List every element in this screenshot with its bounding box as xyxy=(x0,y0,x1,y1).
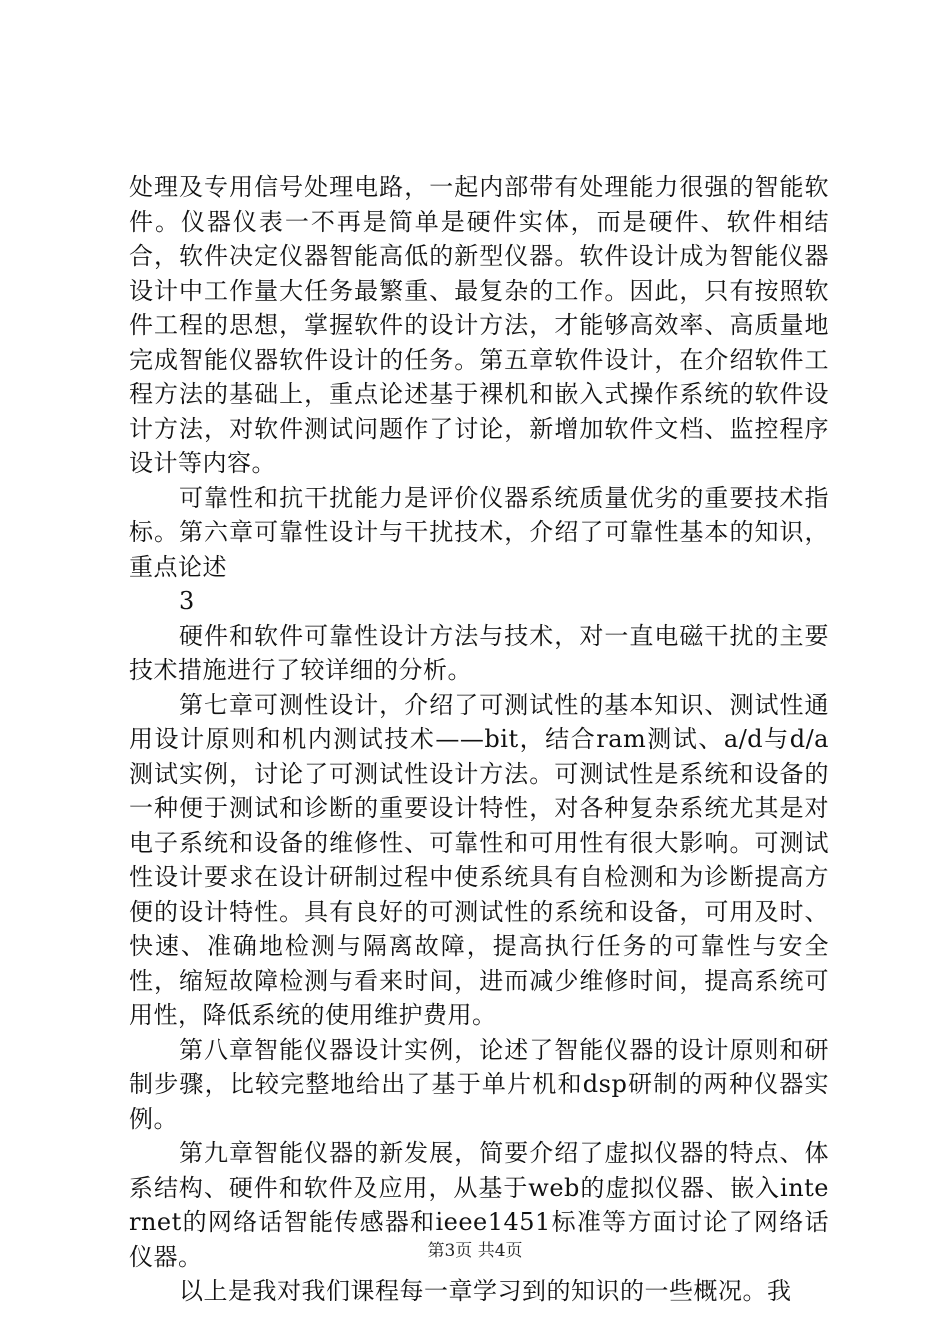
paragraph-chapter-8: 第八章智能仪器设计实例，论述了智能仪器的设计原则和研制步骤，比较完整地给出了基于单片机和dsp研制的两种仪器实例。 xyxy=(129,1035,829,1133)
paragraph-chapter-7: 第七章可测性设计，介绍了可测试性的基本知识、测试性通用设计原则和机内测试技术——bit，结合ram测试、a/d与d/a测试实例，讨论了可测试性设计方法。可测试性是系统和设备的一种便于测试和诊断的重要设计特性，对各种复杂系统尤其是对电子系统和设备的维修性、可靠性和可用性有很大影响。可测试性设计要求在设计研制过程中使系统具有自检测和为诊断提高方便的设计特性。具有良好的可测试性的系统和设备，可用及时、快速、准确地检测与隔离故障，提高执行任务的可靠性与安全性，缩短故障检测与看来时间，进而减少维修时间，提高系统可用性，降低系统的使用维护费用。 xyxy=(129,690,829,1029)
paragraph-summary: 以上是我对我们课程每一章学习到的知识的一些概况。我 xyxy=(179,1277,792,1305)
paragraph-reliability-methods: 硬件和软件可靠性设计方法与技术，对一直电磁干扰的主要技术措施进行了较详细的分析。 xyxy=(129,621,829,684)
paragraph-number-marker: 3 xyxy=(179,587,195,615)
page-footer: 第3页 共4页 xyxy=(427,1241,523,1261)
paragraph-chapter-9: 第九章智能仪器的新发展，简要介绍了虚拟仪器的特点、体系结构、硬件和软件及应用，从基于web的虚拟仪器、嵌入internet的网络话智能传感器和ieee1451标准等方面讨论了网络话仪器。 xyxy=(129,1139,829,1271)
paragraph-reliability: 可靠性和抗干扰能力是评价仪器系统质量优劣的重要技术指标。第六章可靠性设计与干扰技术，介绍了可靠性基本的知识，重点论述 xyxy=(129,483,829,581)
document-body xyxy=(129,170,829,1309)
paragraph-continued: 处理及专用信号处理电路，一起内部带有处理能力很强的智能软件。仪器仪表一不再是简单是硬件实体，而是硬件、软件相结合，软件决定仪器智能高低的新型仪器。软件设计成为智能仪器设计中工作量大任务最繁重、最复杂的工作。因此，只有按照软件工程的思想，掌握软件的设计方法，才能够高效率、高质量地完成智能仪器软件设计的任务。第五章软件设计，在介绍软件工程方法的基础上，重点论述基于裸机和嵌入式操作系统的软件设计方法，对软件测试问题作了讨论，新增加软件文档、监控程序设计等内容。 xyxy=(129,173,829,477)
